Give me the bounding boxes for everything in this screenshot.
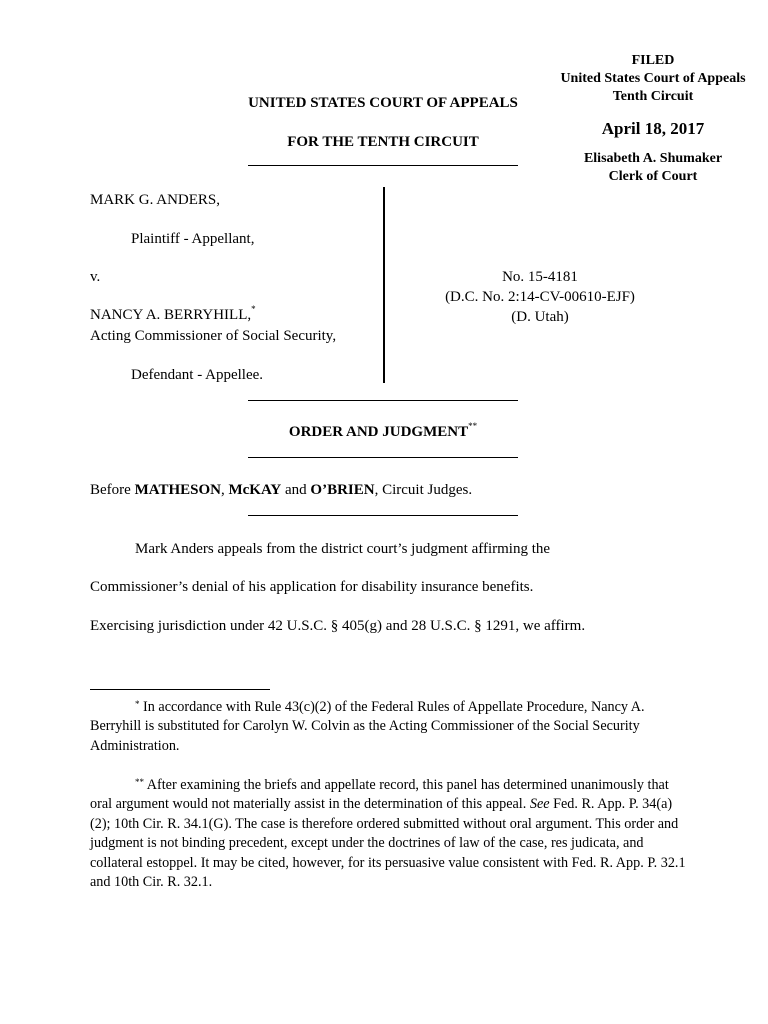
panel-before: Before — [90, 482, 135, 498]
header-rule — [248, 165, 518, 166]
versus: v. — [90, 269, 101, 285]
district: (D. Utah) — [511, 309, 569, 325]
stamp-clerk-name: Elisabeth A. Shumaker — [583, 151, 723, 166]
panel-and: and — [281, 482, 311, 498]
footnote-1 — [90, 698, 690, 756]
footnote-1-mark: * — [135, 699, 140, 709]
caption-rule — [248, 400, 518, 401]
filing-stamp — [548, 52, 758, 186]
stamp-filed: FILED — [631, 53, 675, 68]
judge-matheson: MATHESON — [134, 482, 221, 498]
body-line-2: Commissioner’s denial of his application for disability insurance benefits. — [90, 579, 534, 595]
body-line-1: Mark Anders appeals from the district court’s judgment affirming the — [135, 541, 551, 557]
caption-divider — [383, 187, 385, 383]
footnote-2-text-b: Fed. R. App. P. 34(a)(2); 10th Cir. R. 34.1(G). The case is therefore ordered submitted without oral argument. This order and judgment is not binding precedent, except under the doctrines of law of the case, res judicata, and collateral estoppel. It may be cited, however, for its persuasive value consistent with Fed. R. App. P. 32.1 and 10th Cir. R. 32.1. — [90, 796, 686, 891]
stamp-date: April 18, 2017 — [601, 119, 705, 138]
footnote-2-text-a: After examining the briefs and appellate record, this panel has determined unanimously that oral argument would not materially assist in the determination of this appeal. — [90, 777, 669, 813]
footnote-2-mark: ** — [135, 777, 144, 787]
panel-suffix: , Circuit Judges. — [374, 482, 473, 498]
stamp-court: United States Court of Appeals — [560, 71, 746, 86]
plaintiff-role: Plaintiff - Appellant, — [131, 231, 255, 247]
defendant-name — [90, 304, 256, 324]
plaintiff-name: MARK G. ANDERS, — [90, 192, 221, 208]
title-rule — [248, 457, 518, 458]
case-number: No. 15-4181 — [502, 269, 578, 285]
district-case-number: (D.C. No. 2:14-CV-00610-EJF) — [445, 289, 635, 305]
stamp-clerk-title: Clerk of Court — [608, 169, 698, 184]
footnote-separator — [90, 689, 270, 690]
body-line-3: Exercising jurisdiction under 42 U.S.C. § 405(g) and 28 U.S.C. § 1291, we affirm. — [90, 618, 586, 634]
judge-mckay: McKAY — [228, 482, 282, 498]
footnote-2 — [90, 776, 690, 892]
footnote-1-text: In accordance with Rule 43(c)(2) of the Federal Rules of Appellate Procedure, Nancy A. Berryhill is substituted for Carolyn W. Colvin as the Acting Commissioner of the Social Security Administration. — [90, 699, 645, 754]
defendant-footnote-mark: * — [251, 304, 256, 314]
order-footnote-mark: ** — [468, 421, 478, 431]
panel-sep: , — [220, 482, 229, 498]
defendant-role: Defendant - Appellee. — [131, 367, 264, 383]
order-title-text: ORDER AND JUDGMENT — [288, 424, 469, 440]
panel-rule — [248, 515, 518, 516]
judge-obrien: O’BRIEN — [310, 482, 375, 498]
court-name: UNITED STATES COURT OF APPEALS — [248, 95, 518, 111]
footnote-2-see: See — [529, 796, 550, 813]
order-title — [230, 421, 536, 441]
panel-line — [90, 482, 690, 499]
circuit-name: FOR THE TENTH CIRCUIT — [287, 134, 479, 150]
defendant-title: Acting Commissioner of Social Security, — [90, 328, 337, 344]
case-info — [400, 267, 680, 327]
defendant-name-text: NANCY A. BERRYHILL, — [90, 307, 252, 323]
stamp-circuit: Tenth Circuit — [612, 89, 694, 104]
